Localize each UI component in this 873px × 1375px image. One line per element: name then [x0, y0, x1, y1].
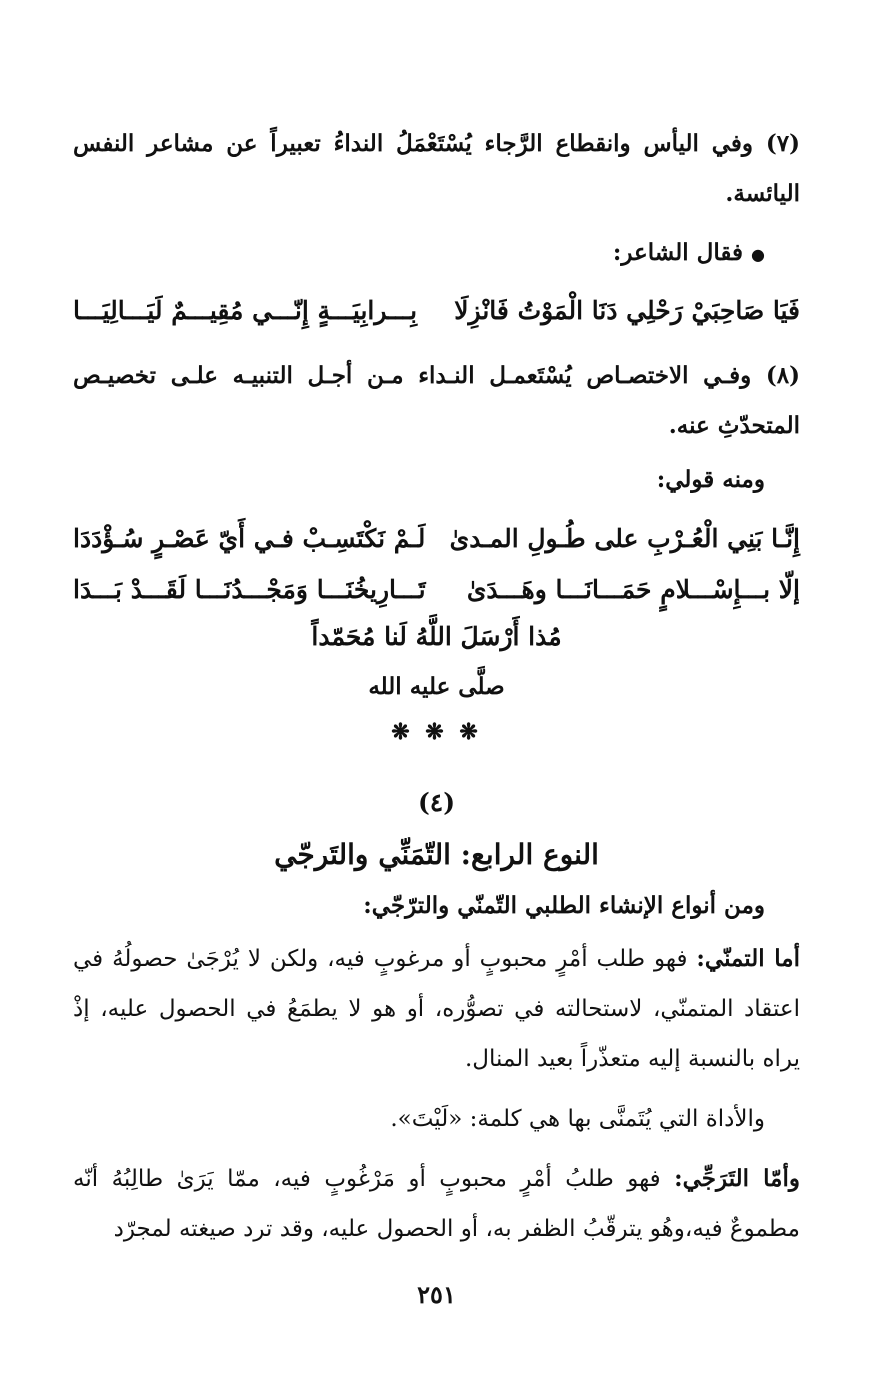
- section-title: النوع الرابع: التّمَنِّي والتَرجّي: [274, 838, 599, 871]
- verse-3-second-hemistich: تَـــارِيخُنَـــا وَمَجْـــدُنَـــا لَقَـــدْ بَـــدَا: [73, 575, 426, 604]
- paragraph-8: (٨) وفـي الاختصـاص يُسْتَعمـل النـداء مـن أجـل التنبيـه علـى تخصيـص المتحدّثِ عنه.: [73, 362, 800, 439]
- verse-1-second-hemistich: بِـــرابِيَـــةٍ إِنّـــي مُقِيـــمٌ لَيَـــالِيَـــا: [73, 296, 418, 325]
- verse-2-first-hemistich: إِنَّـا بَنِي الْعُـرْبِ على طُـولِ المـدىٰ: [449, 524, 800, 553]
- tamanni-text: فهو طلب أمْرٍ محبوبٍ أو مرغوبٍ فيه، ولكن لا يُرْجَىٰ حصولُهُ في اعتقاد المتمنّي، لاستحالته في تصوُّره، أو هو لا يطمَعُ في الحصول عليه، إذْ يراه بالنسبة إليه متعذّراً بعيد المنال.: [73, 946, 800, 1072]
- section-intro: ومن أنواع الإنشاء الطلبي التّمنّي والترّجّي:: [363, 892, 765, 919]
- poet-intro-label: فقال الشاعر:: [612, 239, 744, 266]
- tarajji-label: وأمّا التَرَجِّي:: [674, 1165, 800, 1192]
- verse-5-line: صلَّى عليه الله: [368, 673, 505, 700]
- poet-intro: [613, 239, 765, 266]
- tarajji-text: فهو طلبُ أمْرٍ محبوبٍ أو مَرْغُوبٍ فيه، ممّا يَرَىٰ طالِبُهُ أنّه مطموعٌ فيه،وهُو يترقّبُ الظفر به، أو الحصول عليه، وقد ترد صيغته لمجرّد: [73, 1166, 800, 1242]
- verse-1-first-hemistich: فَيَا صَاحِبَيْ رَحْلِي دَنَا الْمَوْتُ فَانْزِلَا: [454, 296, 800, 325]
- section-number: (٤): [417, 788, 456, 817]
- paragraph-7: (٧) وفي اليأس وانقطاع الرَّجاء يُسْتَعْمَلُ النداءُ تعبيراً عن مشاعر النفس اليائسة.: [73, 130, 800, 207]
- author-verse-intro: ومنه قولي:: [656, 466, 765, 493]
- tamanni-label: أما التمنّي:: [696, 945, 800, 972]
- page-number: ٢٥١: [417, 1280, 456, 1309]
- verse-3-first-hemistich: إلّا بـــإِسْـــلامٍ حَمَـــانَـــا وهَـــدَىٰ: [466, 575, 800, 604]
- verse-4-line: مُذا أَرْسَلَ اللَّهُ لَنا مُحَمّداً: [311, 622, 562, 651]
- tarajji-paragraph: [73, 1154, 800, 1254]
- verse-2-second-hemistich: لَـمْ نَكْتَسِـبْ فـي أَيّ عَصْـرٍ سُـؤْدَدَا: [73, 524, 426, 553]
- layta-line: والأداة التي يُتَمنَّى بها هي كلمة: «لَيْتَ».: [390, 1106, 765, 1132]
- bullet-icon: ●: [751, 245, 765, 264]
- tamanni-paragraph: [73, 934, 800, 1084]
- section-separator: ❋ ❋ ❋: [391, 719, 482, 745]
